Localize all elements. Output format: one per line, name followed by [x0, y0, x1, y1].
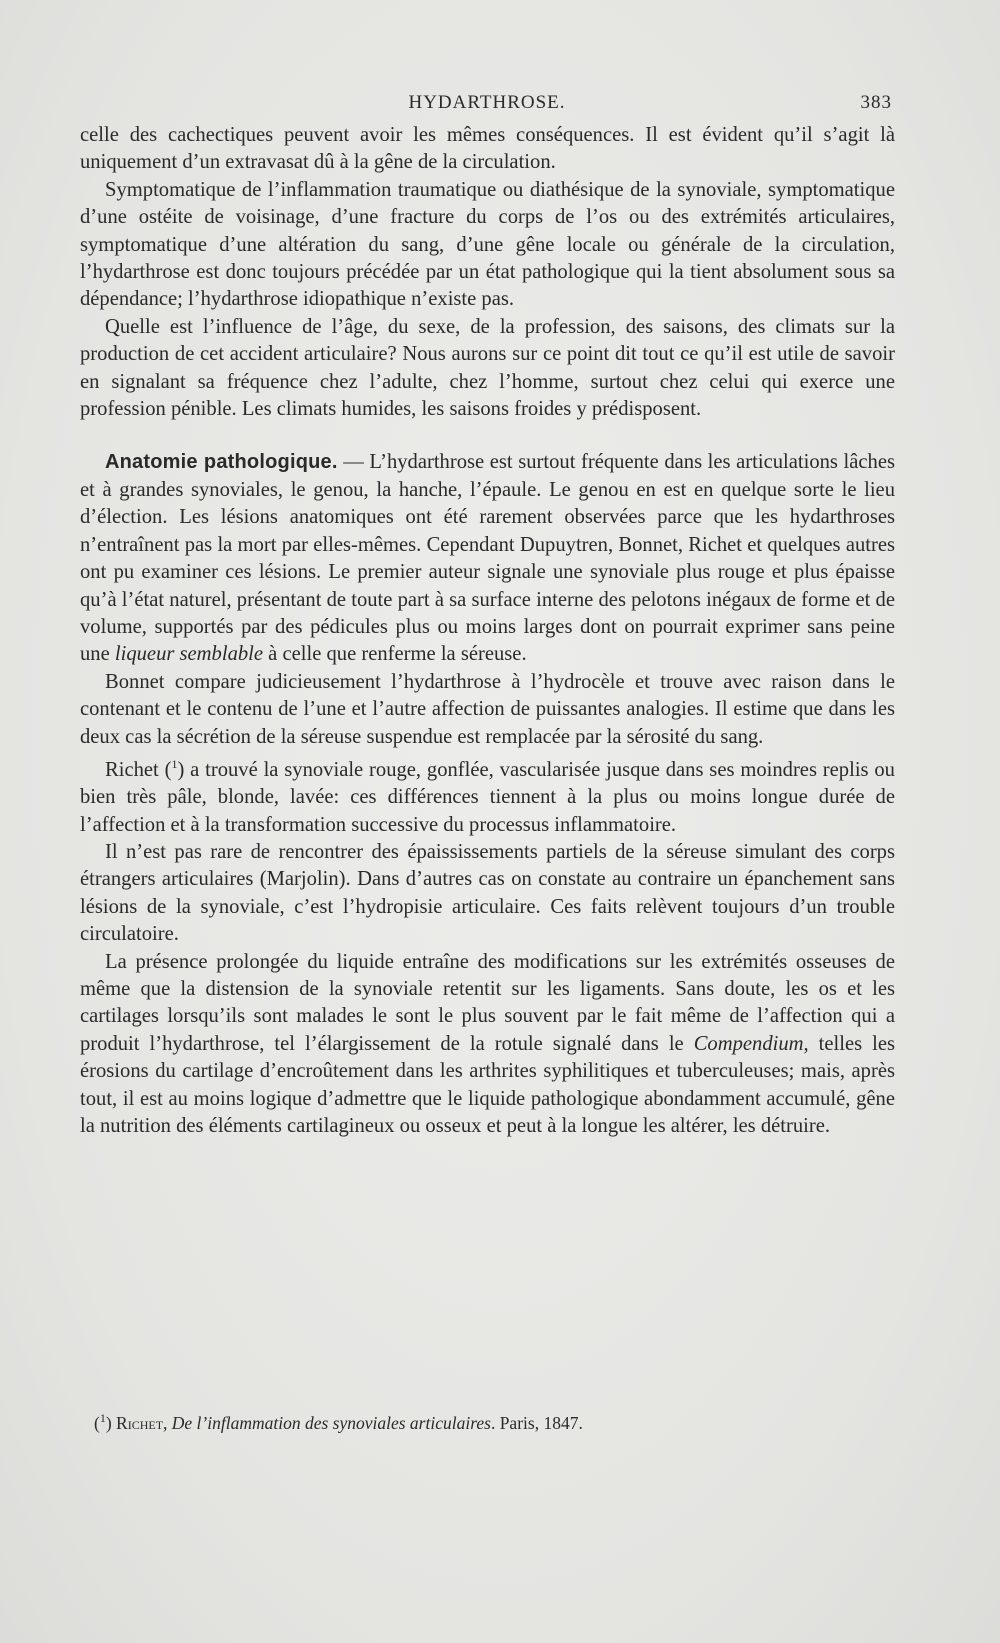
footnote-publication: . Paris, 1847.	[490, 1412, 583, 1433]
section-heading: Anatomie pathologique.	[105, 451, 338, 474]
paragraph-text: La présence prolongée du liquide entraîne des modifications sur les extrémités osseuses de même que la distension de la synoviale retentit sur les ligaments. Sans doute, les os et les cartilages lorsqu’ils sont malades le sont le plus souvent par le fait même de l’affection qui a produit l’hydarthrose, tel l’élargissement de la rotule signalé dans le	[80, 950, 895, 1055]
footnote: ($^1$) Richet, De l’inflammation des synoviales articulaires. Paris, 1847.	[94, 1411, 583, 1433]
paragraph-text: à celle que renferme la séreuse.	[263, 643, 527, 666]
paragraph: Quelle est l’influence de l’âge, du sexe, de la profession, des saisons, des climats sur la production de cet accident articulaire? Nous aurons sur ce point dit tout ce qu’il est utile de savoir en signalant sa fréquence chez l’adulte, chez l’homme, surtout chez celui qui exerce une profession pénible. Les climats humides, les saisons froides y prédisposent.	[80, 315, 895, 421]
page-number: 383	[860, 92, 892, 113]
italic-title: Compendium	[693, 1032, 804, 1055]
paragraph-text: — L’hydarthrose est surtout fréquente dans les articulations lâches et à grandes synoviales, le genou, la hanche, l’épaule. Le genou en est en quelque sorte le lieu d’élection. Les lésions anatomiques ont été rarement observées parce que les hydarthroses n’entraînent pas la mort par elles-mêmes. Cependant Dupuytren, Bonnet, Richet et quelques autres ont pu examiner ces lésions. Le premier auteur signale une synoviale plus rouge et plus épaisse qu’à l’état naturel, présentant de toute part à sa surface interne des pelotons inégaux de forme et de volume, supportés par des pédicules plus ou moins larges dont on pourrait exprimer sans peine une	[80, 451, 895, 666]
body-text	[80, 122, 895, 1140]
paragraph: Symptomatique de l’inflammation traumatique ou diathésique de la synoviale, symptomatique d’une ostéite de voisinage, d’une fracture du corps de l’os ou des extrémités articulaires, symptomatique d’une altération du sang, d’une gêne locale ou générale de la circulation, l’hydarthrose est donc toujours précédée par un état pathologique qui la tient absolument sous sa dépendance; l’hydarthrose idiopathique n’existe pas.	[80, 178, 895, 311]
paragraph-text: ) a trouvé la synoviale rouge, gonflée, vascularisée jusque dans ses moindres replis ou bien très pâle, blonde, lavée: ces différences tiennent à la plus ou moins longue durée de l’affection et à la transformation successive du processus inflammatoire.	[80, 758, 895, 836]
running-header	[82, 92, 892, 116]
footnote-author: Richet	[116, 1412, 164, 1433]
paragraph-text: Richet (	[105, 758, 172, 781]
paragraph: Il n’est pas rare de rencontrer des épaississements partiels de la séreuse simulant des corps étrangers articulaires (Marjolin). Dans d’autres cas on constate au contraire un épanchement sans lésions de la synoviale, c’est l’hydropisie articulaire. Ces faits relèvent toujours d’un trouble circulatoire.	[80, 841, 895, 946]
paragraph: Bonnet compare judicieusement l’hydarthrose à l’hydrocèle et trouve avec raison dans le contenant et le contenu de l’une et l’autre affection de puissantes analogies. Il estime que dans les deux cas la sécrétion de la séreuse suspendue est remplacée par la sérosité du sang.	[80, 670, 895, 748]
section-paragraph	[80, 449, 895, 668]
footnote-title: De l’inflammation des synoviales articulaires	[171, 1412, 491, 1433]
paragraph: celle des cachectiques peuvent avoir les mêmes conséquences. Il est évident qu’il s’agit là uniquement d’un extravasat dû à la gêne de la circulation.	[80, 124, 895, 174]
footnote-marker: 1	[99, 1411, 106, 1425]
italic-phrase: liqueur semblable	[114, 643, 264, 666]
running-title: HYDARTHROSE.	[408, 92, 566, 113]
paragraph	[80, 949, 895, 1141]
paragraph-text: , telles les érosions du cartilage d’encroûtement dans les arthrites syphilitiques et tuberculeuses; mais, après tout, il est au moins logique d’admettre que le liquide pathologique abondamment accumulé, gêne la nutrition des éléments cartilagineux ou osseux et peut à la longue les altérer, les détruire.	[80, 1032, 895, 1138]
footnote-separator: ,	[163, 1412, 172, 1433]
footnote-reference: 1	[171, 756, 178, 771]
paragraph	[80, 751, 895, 839]
